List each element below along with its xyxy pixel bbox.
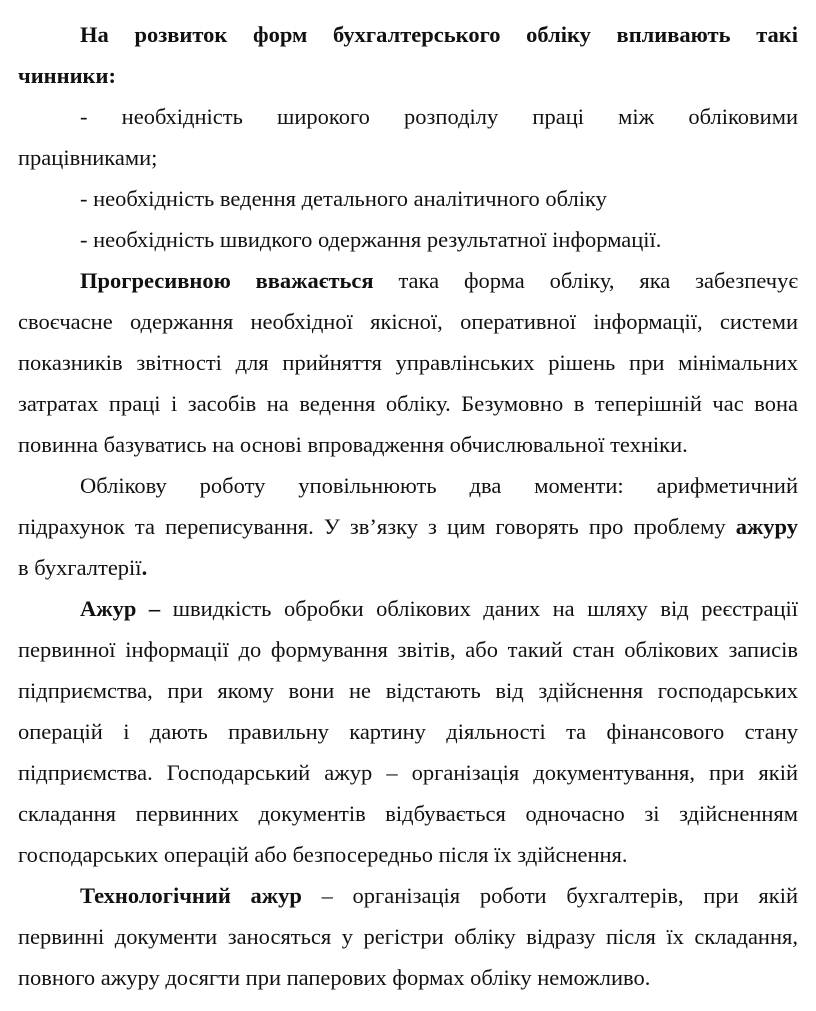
tech-azhur-line-1 (18, 875, 798, 916)
tech-azhur-term: Технологічний ажур (80, 883, 302, 908)
document-page (18, 14, 798, 998)
work-text-3: в бухгалтерії (18, 555, 142, 580)
azhur-term-inline: ажуру (735, 514, 798, 539)
azhur-line-1 (18, 588, 798, 629)
azhur-line-3: підприємства, при якому вони не відстають від здійснення господарських (18, 678, 798, 703)
factor-1-line-2: працівниками; (18, 145, 158, 170)
progressive-text-1: така форма обліку, яка забезпечує (373, 268, 798, 293)
progressive-line-1 (18, 260, 798, 301)
tech-azhur-line-2: первинні документи заносяться у регістри обліку відразу після їх складання, (18, 924, 798, 949)
intro-heading: На розвиток форм бухгалтерського обліку впливають такі (80, 22, 798, 47)
azhur-line-2: первинної інформації до формування звітів, або такий стан облікових записів (18, 637, 798, 662)
azhur-line-5: підприємства. Господарський ажур – організація документування, при якій (18, 760, 798, 785)
factor-2: - необхідність ведення детального аналітичного обліку (80, 186, 607, 211)
work-period: . (141, 555, 148, 580)
progressive-line-4: затратах праці і засобів на ведення обліку. Безумовно в теперішній час вона (18, 391, 798, 416)
work-line-2 (18, 506, 798, 547)
azhur-text-1: швидкість обробки облікових даних на шляху від реєстрації (160, 596, 798, 621)
intro-line-2 (18, 55, 798, 96)
intro-line-1 (18, 14, 798, 55)
intro-heading-end: чинники: (18, 63, 116, 88)
work-line-3 (18, 547, 798, 588)
work-line-1: Облікову роботу уповільнюють два моменти: арифметичний (80, 473, 798, 498)
tech-azhur-text-1: – організація роботи бухгалтерів, при якій (301, 883, 798, 908)
progressive-term: Прогресивною вважається (80, 268, 374, 293)
azhur-line-4: операцій і дають правильну картину діяльності та фінансового стану (18, 719, 798, 744)
progressive-line-5: повинна базуватись на основі впровадження обчислювальної техніки. (18, 432, 688, 457)
factor-3: - необхідність швидкого одержання результатної інформації. (80, 227, 662, 252)
progressive-line-3: показників звітності для прийняття управлінських рішень при мінімальних (18, 350, 798, 375)
work-text-2: підрахунок та переписування. У зв’язку з цим говорять про проблему (18, 514, 736, 539)
azhur-line-7: господарських операцій або безпосередньо після їх здійснення. (18, 842, 628, 867)
azhur-term: Ажур – (80, 596, 161, 621)
progressive-line-2: своєчасне одержання необхідної якісної, оперативної інформації, системи (18, 309, 798, 334)
azhur-line-6: складання первинних документів відбувається одночасно зі здійсненням (18, 801, 798, 826)
factor-1-line-1: - необхідність широкого розподілу праці між обліковими (80, 104, 798, 129)
tech-azhur-line-3: повного ажуру досягти при паперових формах обліку неможливо. (18, 965, 651, 990)
